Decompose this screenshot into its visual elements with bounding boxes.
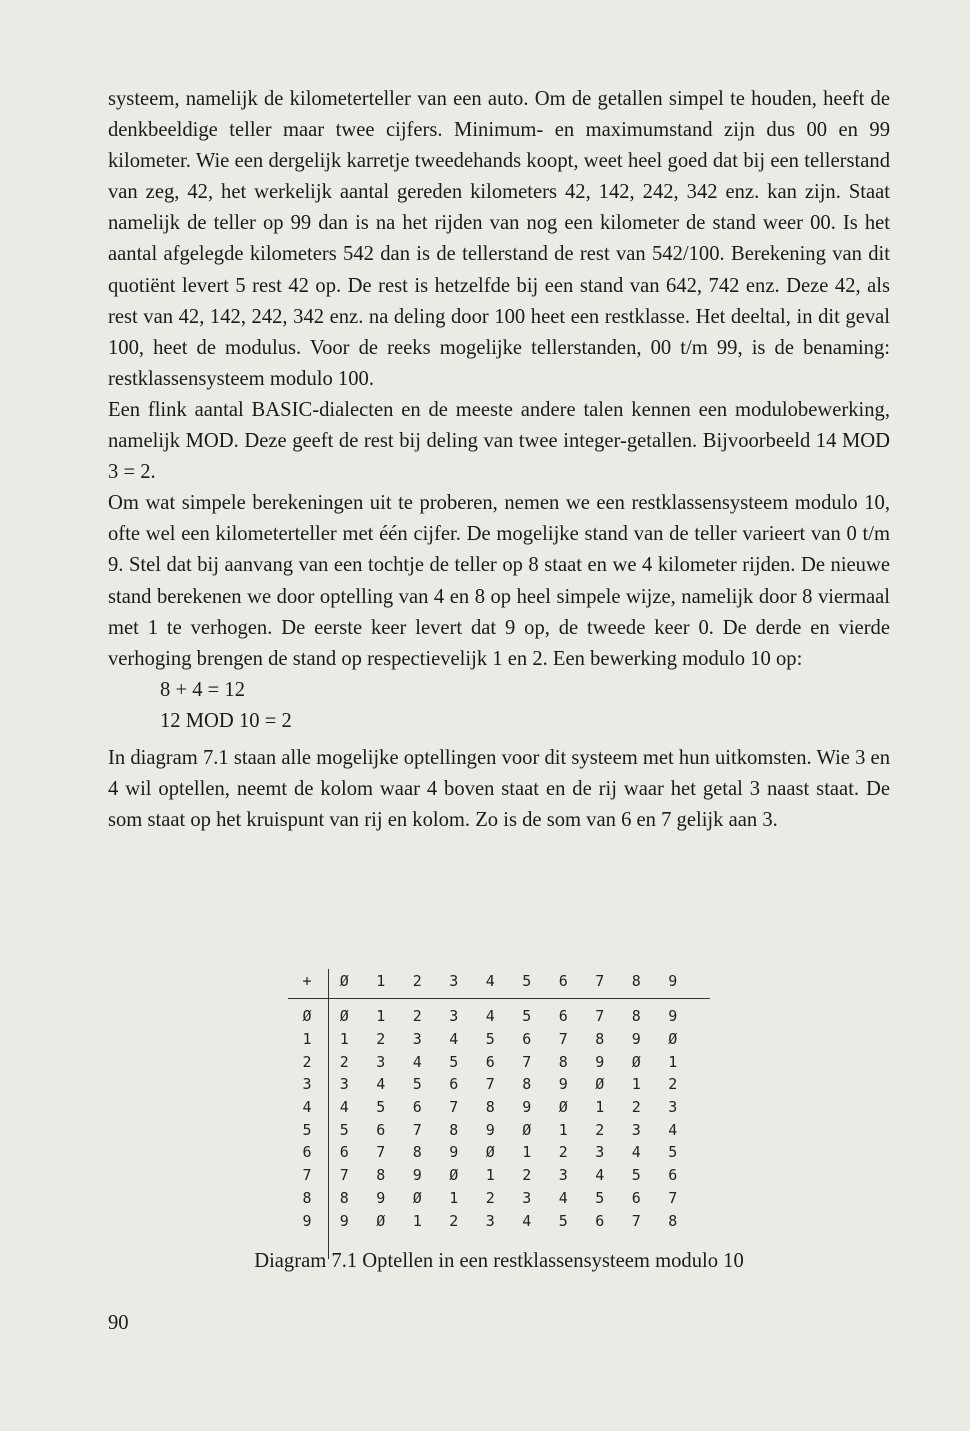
table-cell: 4 [668, 1120, 678, 1139]
table-cell: 9 [376, 1188, 386, 1207]
table-cell: 2 [376, 1030, 386, 1049]
table-header-cell: 1 [376, 972, 386, 990]
table-row [288, 1005, 691, 1028]
table-header-cell: 9 [668, 972, 678, 990]
table-cell: 7 [631, 1211, 641, 1230]
table-row-label: 1 [302, 1030, 312, 1049]
table-cell: 3 [485, 1211, 495, 1230]
table-row-label: 8 [302, 1188, 312, 1207]
table-row-label: 3 [302, 1075, 312, 1094]
table-cell: 9 [412, 1166, 422, 1185]
table-cell: 1 [668, 1052, 678, 1071]
paragraph-modulo-10: Om wat simpele berekeningen uit te proberen, nemen we een restklassensysteem modulo 10, ofte wel een kilometerteller met één cijfer. De mogelijke stand van de teller varieert van 0 t/m 9. Stel dat bij aanvang van een tochtje de teller op 8 staat en we 4 kilometer rijden. De nieuwe stand berekenen we door optelling van 4 en 8 op heel simpele wijze, namelijk door 8 viermaal met 1 te verhogen. De eerste keer levert dat 9 op, de tweede keer 0. De derde en vierde verhoging brengen de stand op respectievelijk 1 en 2. Een bewerking modulo 10 op: [108, 492, 890, 670]
table-row [288, 1096, 691, 1119]
table-row-label: 9 [302, 1211, 312, 1230]
table-cell: 1 [522, 1143, 532, 1162]
table-cell: Ø [339, 1007, 349, 1026]
table-cell: 8 [412, 1143, 422, 1162]
table-cell: Ø [485, 1143, 495, 1162]
table-cell: 2 [522, 1166, 532, 1185]
table-cell: 1 [595, 1098, 605, 1117]
table-cell: 2 [449, 1211, 459, 1230]
table-cell: 5 [558, 1211, 568, 1230]
table-label-rule [328, 969, 329, 1259]
table-cell: Ø [449, 1166, 459, 1185]
table-row [288, 1028, 691, 1051]
formula-line-2: 12 MOD 10 = 2 [160, 709, 292, 732]
paragraph-mod: Een flink aantal BASIC-dialecten en de meeste andere talen kennen een modulobewerking, namelijk MOD. Deze geeft de rest bij deling van twee integer-getallen. Bijvoorbeeld 14 MOD 3 = 2. [108, 398, 890, 484]
table-cell: 8 [558, 1052, 568, 1071]
table-cell: 7 [522, 1052, 532, 1071]
table-cell: 2 [485, 1188, 495, 1207]
table-cell: 5 [595, 1188, 605, 1207]
table-cell: 2 [412, 1007, 422, 1026]
table-cell: 6 [631, 1188, 641, 1207]
table-cell: 7 [595, 1007, 605, 1026]
table-cell: 1 [485, 1166, 495, 1185]
table-cell: 9 [558, 1075, 568, 1094]
table-cell: 4 [631, 1143, 641, 1162]
table-cell: Ø [412, 1188, 422, 1207]
table-cell: 7 [412, 1120, 422, 1139]
table-cell: 4 [558, 1188, 568, 1207]
table-cell: 6 [668, 1166, 678, 1185]
table-row [288, 1187, 691, 1210]
table-cell: 7 [339, 1166, 349, 1185]
table-row-label: 7 [302, 1166, 312, 1185]
paragraph-odometer: systeem, namelijk de kilometerteller van een auto. Om de getallen simpel te houden, heeft de denkbeeldige teller maar twee cijfers. Minimum- en maximumstand zijn dus 00 en 99 kilometer. Wie een dergelijk karretje tweedehands koopt, weet heel goed dat bij een tellerstand van zeg, 42, het werkelijk aantal gereden kilometers 42, 142, 242, 342 enz. kan zijn. Staat namelijk de teller op 99 dan is na het rijden van nog een kilometer de stand weer 00. Is het aantal afgelegde kilometers 542 dan is de tellerstand de rest van 542/100. Berekening van dit quotiënt levert 5 rest 42 op. De rest is hetzelfde bij een stand van 642, 742 enz. Deze 42, als rest van 42, 142, 242, 342 enz. na deling door 100 heet een restklasse. Het deeltal, in dit geval 100, heet de modulus. Voor de reeks mogelijke tellerstanden, 00 t/m 99, is de benaming: restklassensysteem modulo 100. [108, 88, 890, 390]
table-cell: 4 [522, 1211, 532, 1230]
body-text [108, 84, 890, 836]
table-cell: 7 [376, 1143, 386, 1162]
table-cell: 5 [522, 1007, 532, 1026]
table-header-cell: 4 [485, 972, 495, 990]
table-cell: 5 [376, 1098, 386, 1117]
table-cell: 9 [595, 1052, 605, 1071]
table-row-label: 2 [302, 1052, 312, 1071]
table-cell: 6 [595, 1211, 605, 1230]
table-header-rule [288, 998, 710, 999]
table-cell: 3 [668, 1098, 678, 1117]
table-cell: Ø [631, 1052, 641, 1071]
table-header-cell: 7 [595, 972, 605, 990]
formula-block [108, 675, 890, 737]
table-header-cell: 6 [558, 972, 568, 990]
table-cell: 7 [485, 1075, 495, 1094]
table-row-label: Ø [302, 1007, 312, 1026]
table-cell: 4 [595, 1166, 605, 1185]
table-cell: 3 [631, 1120, 641, 1139]
table-cell: 9 [631, 1030, 641, 1049]
table-cell: 5 [631, 1166, 641, 1185]
table-cell: 2 [668, 1075, 678, 1094]
table-cell: 9 [449, 1143, 459, 1162]
table-cell: 3 [522, 1188, 532, 1207]
table-row-label: 5 [302, 1120, 312, 1139]
table-cell: 3 [558, 1166, 568, 1185]
table-row-label: 6 [302, 1143, 312, 1162]
table-row [288, 1073, 691, 1096]
formula-line-1: 8 + 4 = 12 [160, 678, 246, 701]
table-cell: 9 [485, 1120, 495, 1139]
table-cell: 3 [449, 1007, 459, 1026]
table-cell: 6 [558, 1007, 568, 1026]
table-cell: 9 [522, 1098, 532, 1117]
table-cell: 3 [376, 1052, 386, 1071]
table-cell: 8 [449, 1120, 459, 1139]
table-header-cell: 8 [631, 972, 641, 990]
table-cell: 4 [339, 1098, 349, 1117]
table-cell: 9 [339, 1211, 349, 1230]
table-cell: 6 [376, 1120, 386, 1139]
table-cell: 8 [522, 1075, 532, 1094]
table-cell: Ø [595, 1075, 605, 1094]
table-row [288, 1209, 691, 1232]
table-cell: 2 [595, 1120, 605, 1139]
table-row-label: 4 [302, 1098, 312, 1117]
table-cell: 2 [339, 1052, 349, 1071]
page-number: 90 [108, 1312, 129, 1334]
table-cell: 6 [339, 1143, 349, 1162]
table-row [288, 1164, 691, 1187]
table-cell: Ø [376, 1211, 386, 1230]
table-header-cell: Ø [339, 972, 349, 990]
addition-table [288, 969, 691, 1232]
table-cell: 1 [449, 1188, 459, 1207]
table-cell: 6 [449, 1075, 459, 1094]
table-cell: 8 [485, 1098, 495, 1117]
table-cell: 6 [412, 1098, 422, 1117]
table-body [288, 1005, 691, 1232]
table-cell: Ø [668, 1030, 678, 1049]
table-cell: 5 [485, 1030, 495, 1049]
table-cell: 6 [522, 1030, 532, 1049]
table-row [288, 1050, 691, 1073]
table-cell: 2 [558, 1143, 568, 1162]
table-header-cell: 5 [522, 972, 532, 990]
table-cell: 5 [339, 1120, 349, 1139]
table-row [288, 1118, 691, 1141]
table-header-cell: 3 [449, 972, 459, 990]
table-cell: 1 [339, 1030, 349, 1049]
table-cell: 8 [376, 1166, 386, 1185]
table-cell: 7 [668, 1188, 678, 1207]
table-cell: 9 [668, 1007, 678, 1026]
table-cell: 4 [449, 1030, 459, 1049]
table-cell: 8 [339, 1188, 349, 1207]
table-cell: 5 [668, 1143, 678, 1162]
table-cell: 1 [558, 1120, 568, 1139]
table-cell: 5 [449, 1052, 459, 1071]
table-cell: 3 [412, 1030, 422, 1049]
table-cell: 3 [339, 1075, 349, 1094]
table-cell: 1 [376, 1007, 386, 1026]
diagram-caption: Diagram 7.1 Optellen in een restklassensysteem modulo 10 [254, 1250, 744, 1272]
table-cell: 8 [668, 1211, 678, 1230]
table-cell: 8 [631, 1007, 641, 1026]
table-cell: 6 [485, 1052, 495, 1071]
table-cell: 7 [449, 1098, 459, 1117]
table-header-row [288, 969, 691, 993]
table-cell: 2 [631, 1098, 641, 1117]
paragraph-diagram-explanation: In diagram 7.1 staan alle mogelijke optellingen voor dit systeem met hun uitkomsten. Wie 3 en 4 wil optellen, neemt de kolom waar 4 boven staat en de rij waar het getal 3 naast staat. De som staat op het kruispunt van rij en kolom. Zo is de som van 6 en 7 gelijk aan 3. [108, 746, 890, 831]
table-cell: 4 [485, 1007, 495, 1026]
table-cell: 3 [595, 1143, 605, 1162]
table-cell: 8 [595, 1030, 605, 1049]
table-cell: 1 [412, 1211, 422, 1230]
table-cell: 5 [412, 1075, 422, 1094]
table-header-cell: 2 [412, 972, 422, 990]
table-cell: 7 [558, 1030, 568, 1049]
table-cell: 1 [631, 1075, 641, 1094]
table-cell: 4 [376, 1075, 386, 1094]
table-row [288, 1141, 691, 1164]
table-cell: 4 [412, 1052, 422, 1071]
table-cell: Ø [558, 1098, 568, 1117]
table-cell: Ø [522, 1120, 532, 1139]
table-corner: + [302, 972, 312, 990]
